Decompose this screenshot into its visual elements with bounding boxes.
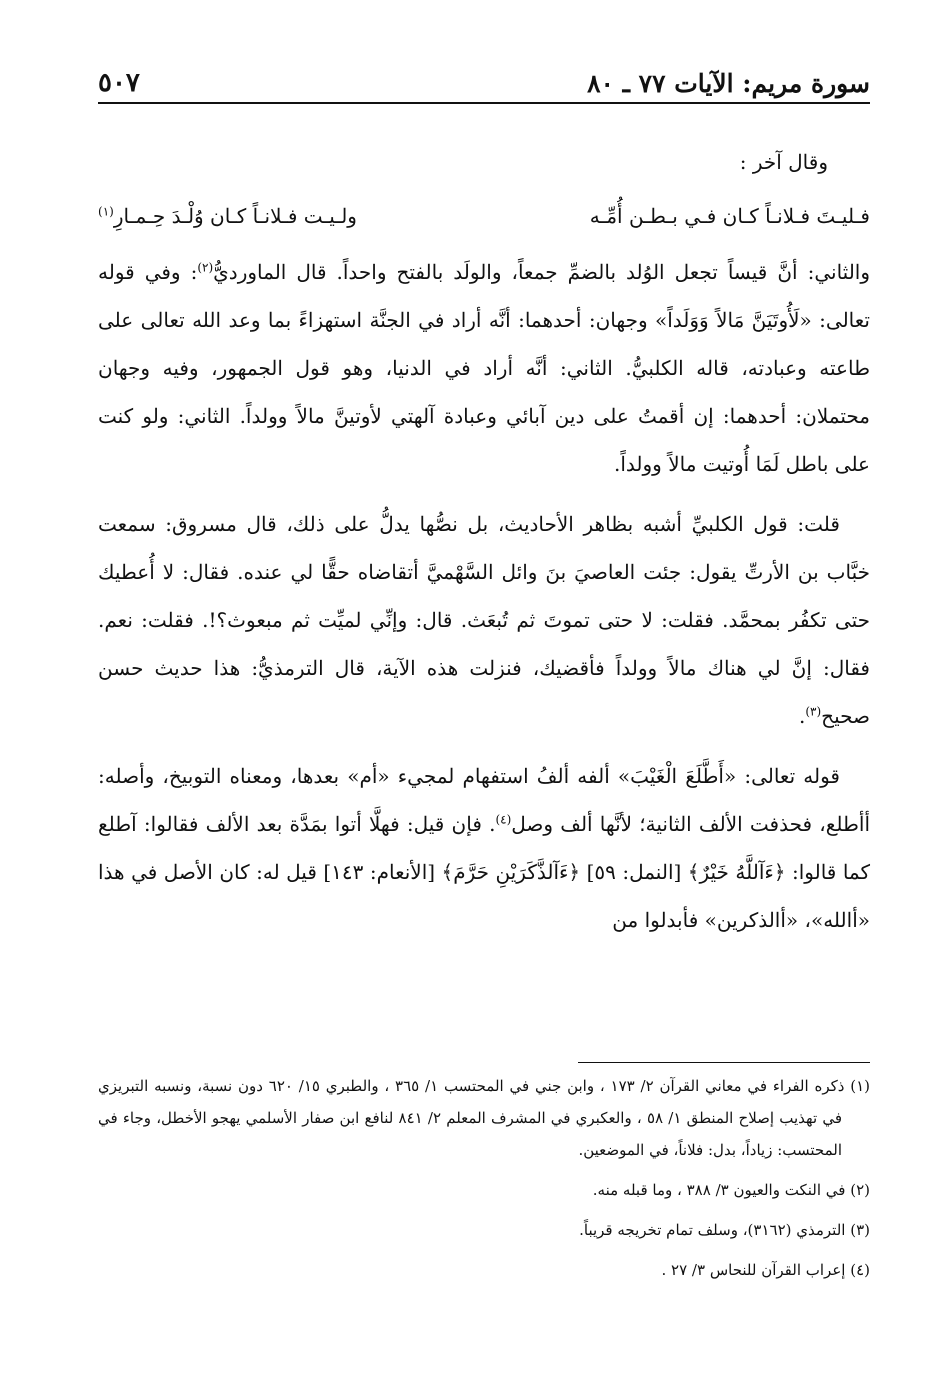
- footnote-1: (١) ذكره الفراء في معاني القرآن ٢/ ١٧٣ ، وابن جني في المحتسب ١/ ٣٦٥ ، والطبري ١٥/ ٦٢٠ دون نسبة، ونسبه التبريزي في تهذيب إصلاح المنطق ١/ ٥٨ ، والعكبري في المشرف المعلم ٢/ ٨٤١ لنافع ابن صفار الأسلمي يهجو الأخطل، وجاء في المحتسب: زياداً، بدل: فلاناً، في الموضعين.: [98, 1077, 871, 1159]
- paragraph-second-view: [98, 248, 870, 488]
- footnote-3: (٣) الترمذي (٣١٦٢)، وسلف تمام تخريجه قريباً.: [579, 1221, 870, 1239]
- paragraph-second-view-part-1: والثاني: أنَّ قيساً تجعل الوُلد بالضمِّ جمعاً، والولَد بالفتح واحداً. قال الماورديُّ: [213, 260, 871, 284]
- footnote-separator: [578, 1062, 870, 1063]
- verse-second-hemistich-text: ولـيـت فـلانـاً كـان وُلْـدَ حِـمـارِ: [113, 204, 357, 228]
- footnote-2: (٢) في النكت والعيون ٣/ ٣٨٨ ، وما قبله منه.: [592, 1181, 870, 1199]
- paragraph-second-view-part-2: : وفي قوله تعالى: «لَأُوتَيَنَّ مَالاً وَوَلَداً» وجهان: أحدهما: أنَّه أراد في الجنَّة استهزاءً بما وعد الله تعالى على طاعته وعبادته، قاله الكلبيُّ. الثاني: أنَّه أراد في الدنيا، وهو قول الجمهور، وفيه وجهان محتملان: أحدهما: إن أقمتُ على دين آبائي وعبادة آلهتي لأوتينَّ مالاً وولداً. الثاني: ولو كنت على باطل لَمَا أُوتيت مالاً وولداً.: [98, 260, 870, 476]
- footnote-ref-2[interactable]: (٢): [197, 260, 214, 275]
- page-number: ٥٠٧: [98, 68, 140, 98]
- verse-intro: وقال آخر :: [739, 150, 828, 174]
- footnote-ref-3[interactable]: (٣): [805, 704, 822, 719]
- main-text: [98, 138, 870, 944]
- paragraph-author-comment-part-1: قلت: قول الكلبيِّ أشبه بظاهر الأحاديث، بل نصُّها يدلُّ على ذلك، قال مسروق: سمعت خبَّاب بن الأرتِّ يقول: جئت العاصيَ بنَ وائل السَّهْميَّ أتقاضاه حقًّا لي عنده. فقال: لا أُعطيك حتى تكفُر بمحمَّد. فقلت: لا حتى تموتَ ثم تُبعَث. قال: وإنِّي لميِّت ثم مبعوث؟!. فقلت: نعم. فقال: إنَّ لي هناك مالاً وولداً فأقضيك، فنزلت هذه الآية، قال الترمذيُّ: هذا حديث حسن صحيح: [98, 512, 870, 728]
- page-header: [98, 58, 870, 104]
- footnote-4: (٤) إعراب القرآن للنحاس ٣/ ٢٧ .: [661, 1261, 870, 1279]
- running-title: سورة مريم: الآيات ٧٧ ـ ٨٠: [587, 69, 870, 98]
- paragraph-verse-commentary-part-2: . فإن قيل: فهلَّا أتوا بمَدَّة بعد الألف فقالوا: آطلع كما قالوا: ﴿ءَآللَّهُ خَيْرٌ﴾ [النمل: ٥٩] ﴿ءَآلذَّكَرَيْنِ حَرَّمَ﴾ [الأنعام: ١٤٣] قيل له: كان الأصل في هذا «أالله»، «أالذكرين» فأبدلوا من: [98, 812, 871, 932]
- paragraph-gap: [98, 740, 870, 752]
- paragraph-verse-commentary: [98, 752, 870, 944]
- verse-second-hemistich: [98, 186, 357, 246]
- footnote-ref-1[interactable]: (١): [98, 204, 114, 219]
- paragraph-verse-commentary-part-1: قوله تعالى: «أَطَّلَعَ الْغَيْبَ» ألفه ألفُ استفهام لمجيء «أم» بعدها، ومعناه التوبيخ، وأصله: أأطلع، فحذفت الألف الثانية؛ لأنَّها ألف وصل: [98, 764, 870, 836]
- paragraph-gap: [98, 488, 870, 500]
- footnotes: [98, 1070, 870, 1294]
- poetry-verse: [98, 186, 870, 246]
- paragraph-author-comment: [98, 500, 870, 740]
- verse-first-hemistich: فـليـتَ فـلانـاً كـان فـي بـطـن أُمِّـه: [589, 204, 870, 228]
- footnote-ref-4[interactable]: (٤): [495, 812, 512, 827]
- paragraph-author-comment-part-2: .: [798, 704, 806, 728]
